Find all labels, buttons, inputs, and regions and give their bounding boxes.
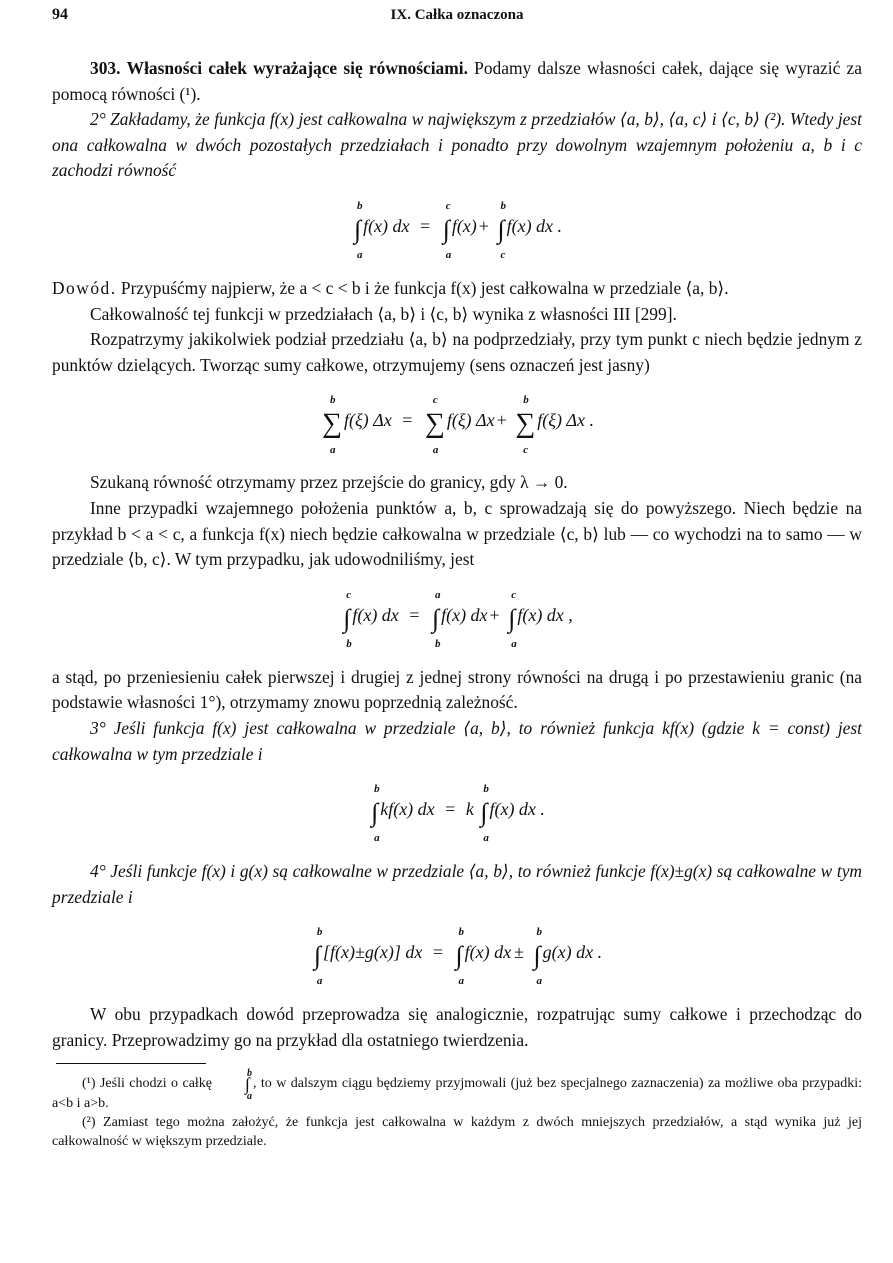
- sum-sign: ∑ c a: [424, 394, 445, 457]
- page-header: [52, 6, 862, 30]
- integral-sign: ∫ c b: [343, 588, 352, 650]
- sum-sign: ∑ b a: [321, 394, 342, 457]
- proof-paragraph-4: Szukaną równość otrzymamy przez przejście do granicy, gdy λ → 0.: [90, 472, 568, 493]
- formula-additivity: ∫ b a f(x) dx = ∫ c a f(x) + ∫ b c f(x) dx .: [353, 199, 563, 261]
- property-3-statement: 3° Jeśli funkcja f(x) jest całkowalna w przedziale ⟨a, b⟩, to również funkcja kf(x) (gdzie k = const) jest całkowalna w tym przedziale i: [52, 717, 862, 764]
- page-body: [52, 56, 862, 1151]
- running-head: IX. Całka oznaczona: [390, 7, 524, 23]
- footnote-rule: [56, 1063, 206, 1064]
- integral-sign: ∫ b a: [371, 783, 380, 845]
- proof-label: Dowód.: [52, 277, 117, 298]
- formula-sums: ∑ b a f(ξ) Δx = ∑ c a f(ξ) Δx + ∑ b c f(ξ) Δx .: [321, 394, 594, 457]
- integral-sign: ∫ c a: [442, 199, 452, 261]
- footnote-1: (¹) Jeśli chodzi o całkę ∫ b a , to w dalszym ciągu będziemy przyjmowali (już bez specjalnego zaznaczenia) za możliwe oba przypadki: a<b i a>b.: [52, 1068, 862, 1112]
- integral-sign: ∫ b a: [313, 926, 323, 988]
- proof-paragraph-6: a stąd, po przeniesieniu całek pierwszej i drugiej z jednej strony równości na drugą i po przestawieniu granic (na podstawie własności 1°), otrzymamy znowu poprzednią zależność.: [52, 666, 862, 713]
- proof-paragraph-2: Całkowalność tej funkcji w przedziałach ⟨a, b⟩ i ⟨c, b⟩ wynika z własności III [299].: [90, 303, 677, 324]
- integral-sign: ∫ b a: [245, 1068, 253, 1103]
- integral-sign: ∫ c a: [508, 588, 517, 650]
- property-2-statement: 2° Zakładamy, że funkcja f(x) jest całkowalna w największym z przedziałów ⟨a, b⟩, ⟨a, c⟩ i ⟨c, b⟩ (²). Wtedy jest ona całkowalna w dwóch pozostałych przedziałach i ponadto przy dowolnym wzajemnym położeniu a, b i c zachodzi równość: [52, 109, 862, 181]
- section-number: 303.: [90, 58, 121, 78]
- sum-sign: ∑ b c: [515, 394, 536, 457]
- integral-sign: ∫ a b: [431, 588, 441, 650]
- integral-sign: ∫ b a: [353, 199, 363, 261]
- formula-constant-factor: ∫ b a kf(x) dx = k ∫ b a f(x) dx .: [371, 783, 545, 845]
- proof-paragraph-1: Dowód. Przypuśćmy najpierw, że a < c < b i że funkcja f(x) jest całkowalna w przedziale ⟨a, b⟩.: [52, 277, 729, 298]
- integral-sign: ∫ b a: [533, 926, 542, 988]
- closing-paragraph: W obu przypadkach dowód przeprowadza się analogicznie, rozpatrując sumy całkowe i przechodząc do granicy. Przeprowadzimy go na przykład dla ostatniego twierdzenia.: [52, 1004, 862, 1050]
- proof-paragraph-5: Inne przypadki wzajemnego położenia punktów a, b, c sprowadzają się do powyższego. Niech będzie na przykład b < a < c, a funkcja f(x) niech będzie całkowalna w przedziale ⟨c, b⟩ lub — co wychodzi na to samo — w przedziale ⟨b, c⟩. W tym przypadku, jak udowodniliśmy, jest: [52, 497, 862, 570]
- property-4-statement: 4° Jeśli funkcje f(x) i g(x) są całkowalne w przedziale ⟨a, b⟩, to również funkcje f(x)±g(x) są całkowalne w tym przedziale i: [52, 861, 862, 907]
- section-intro: Podamy dalsze własności całek, dające się wyrazić za pomocą równości (¹).: [52, 58, 862, 104]
- integral-sign: ∫ b a: [480, 783, 489, 845]
- section-paragraph: [52, 56, 862, 107]
- integral-sign: ∫ b a: [455, 926, 465, 988]
- formula-sum-difference: ∫ b a [f(x)±g(x)] dx = ∫ b a f(x) dx ± ∫ b a g(x) dx .: [313, 926, 603, 988]
- formula-case-b-a-c: ∫ c b f(x) dx = ∫ a b f(x) dx + ∫ c a f(x) dx ,: [343, 588, 573, 650]
- section-title: Własności całek wyrażające się równościami.: [126, 58, 468, 78]
- page-number: 94: [52, 6, 68, 23]
- integral-sign: ∫ b c: [497, 199, 506, 261]
- proof-paragraph-3: Rozpatrzymy jakikolwiek podział przedziału ⟨a, b⟩ na podprzedziały, przy tym punkt c niech będzie jednym z punktów dzielących. Tworząc sumy całkowe, otrzymujemy (sens oznaczeń jest jasny): [52, 329, 862, 375]
- footnote-2: (²) Zamiast tego można założyć, że funkcja jest całkowalna w każdym z dwóch mniejszych przedziałów, a stąd wynika już jej całkowalność w większym przedziale.: [52, 1115, 863, 1150]
